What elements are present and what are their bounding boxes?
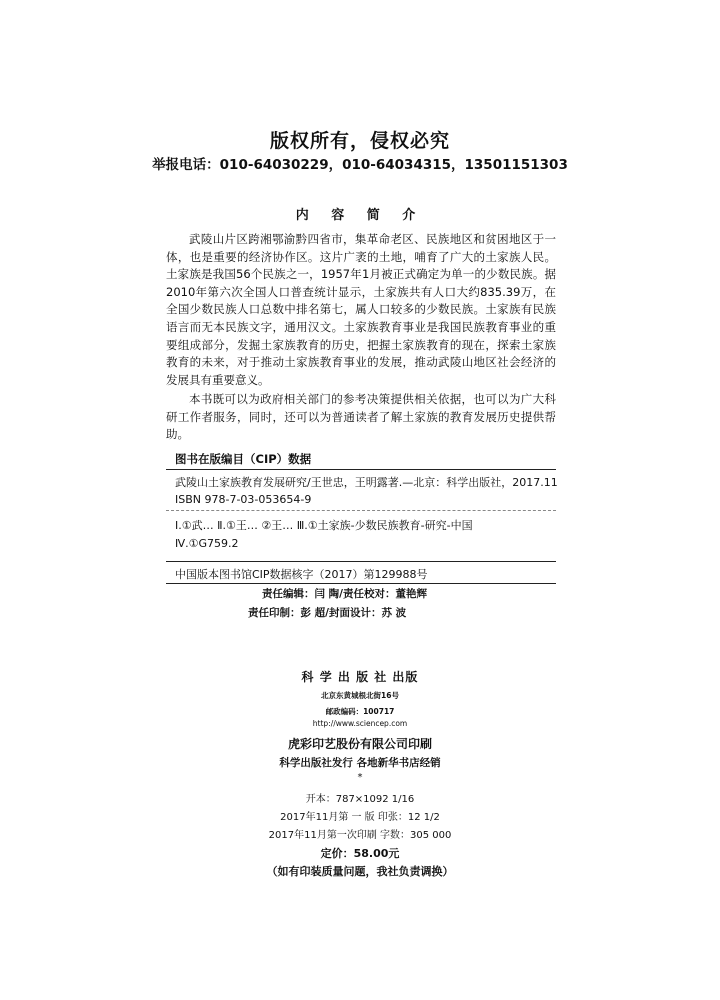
cip-class-line-2: Ⅳ.①G759.2 <box>175 537 239 550</box>
staff-editor-line: 责任编辑：闫 陶/责任校对：董艳辉 <box>262 588 427 600</box>
cip-isbn: ISBN 978-7-03-053654-9 <box>175 493 312 506</box>
cip-class-line-1: Ⅰ.①武… Ⅱ.①王… ②王… Ⅲ.①土家族-少数民族教育-研究-中国 <box>175 519 473 532</box>
edition-line: 2017年11月第 一 版 印张：12 1/2 <box>280 812 440 823</box>
separator-asterisk: * <box>357 772 363 783</box>
publisher-postcode: 邮政编码：100717 <box>325 707 395 716</box>
staff-print-line: 责任印制：彭 超/封面设计：苏 波 <box>248 607 407 619</box>
cip-middle-divider <box>166 510 556 511</box>
cip-end-divider <box>166 583 556 584</box>
cip-bottom-divider <box>166 561 556 562</box>
format-line: 开本：787×1092 1/16 <box>305 794 415 805</box>
publisher-website: http://www.sciencep.com <box>312 719 408 728</box>
printing-line: 2017年11月第一次印刷 字数：305 000 <box>268 830 452 841</box>
cip-number: 中国版本图书馆CIP数据核字（2017）第129988号 <box>175 568 428 581</box>
intro-paragraph-1: 武陵山片区跨湘鄂渝黔四省市，集革命老区、民族地区和贫困地区于一体，也是重要的经济协作区。这片广袤的土地，哺育了广大的土家族人民。土家族是我国56个民族之一，1957年1月被正式确定为单一的少数民族。据2010年第六次全国人口普查统计显示，土家族共有人口大约835.39万，在全国少数民族人口总数中排名第七，属人口较多的少数民族。土家族有民族语言而无本民族文字，通用汉文。土家族教育事业是我国民族教育事业的重要组成部分，发掘土家族教育的历史，把握土家族教育的现在，探索土家族教育的未来，对于推动土家族教育事业的发展，推动武陵山地区社会经济的发展具有重要意义。 <box>166 232 556 387</box>
copyright-notice: 版权所有，侵权必究 <box>269 130 450 152</box>
cip-top-divider <box>166 469 556 470</box>
report-phone: 举报电话：010-64030229，010-64034315，13501151303 <box>152 157 568 173</box>
distribution-line: 科学出版社发行 各地新华书店经销 <box>279 757 441 769</box>
publisher-address: 北京东黄城根北街16号 <box>321 691 399 700</box>
intro-heading: 内 容 简 介 <box>295 208 425 223</box>
intro-paragraph-2: 本书既可以为政府相关部门的参考决策提供相关依据，也可以为广大科研工作者服务，同时，还可以为普通读者了解土家族的教育发展历史提供帮助。 <box>166 392 556 442</box>
printer-name: 虎彩印艺股份有限公司印刷 <box>287 737 432 751</box>
publisher-name: 科 学 出 版 社 出版 <box>301 670 419 684</box>
cip-bib-line: 武陵山土家族教育发展研究/王世忠，王明露著.—北京：科学出版社，2017.11 <box>175 476 558 489</box>
return-note: （如有印装质量问题，我社负责调换） <box>266 865 454 878</box>
cip-heading: 图书在版编目（CIP）数据 <box>175 452 312 466</box>
price-line: 定价：58.00元 <box>320 847 400 860</box>
